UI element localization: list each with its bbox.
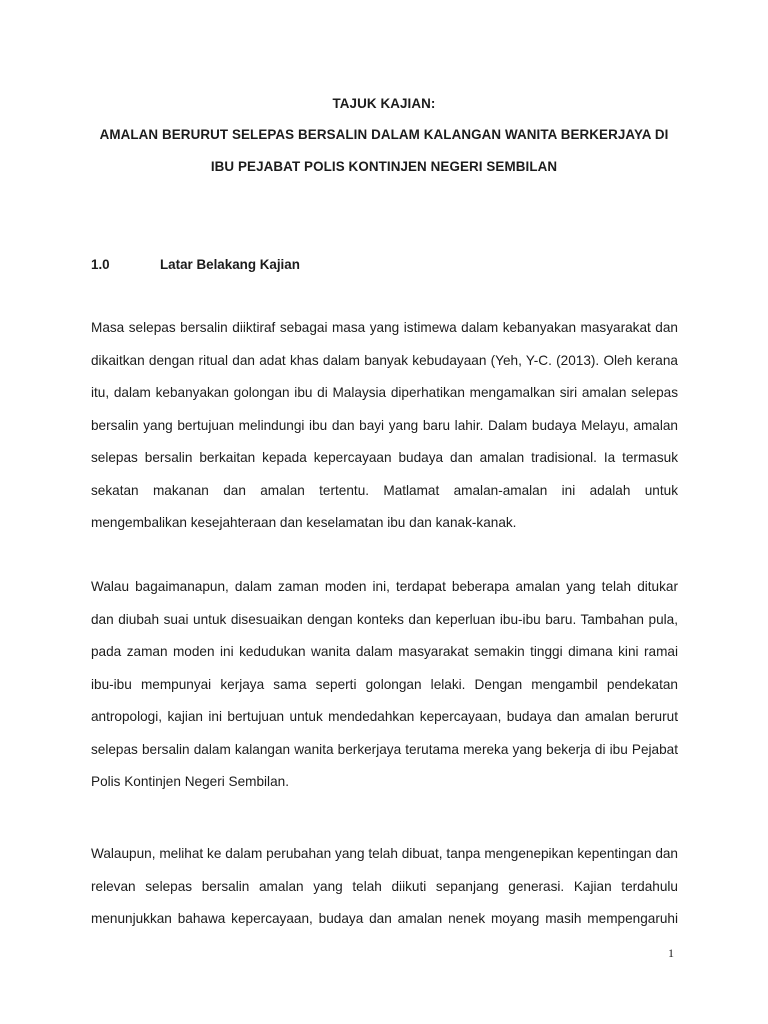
title-line-1: AMALAN BERURUT SELEPAS BERSALIN DALAM KALANGAN WANITA BERKERJAYA DI bbox=[99, 127, 669, 142]
section-title: Latar Belakang Kajian bbox=[160, 257, 300, 272]
page-number: 1 bbox=[668, 946, 674, 960]
paragraph-3: Walaupun, melihat ke dalam perubahan yang telah dibuat, tanpa mengenepikan kepentingan dan relevan selepas bersalin amalan yang telah diikuti sepanjang generasi. Kajian terdahulu menunjukkan bahawa kepercayaan, budaya dan amalan nenek moyang masih mempengaruhi bbox=[91, 846, 678, 926]
paragraph-2: Walau bagaimanapun, dalam zaman moden ini, terdapat beberapa amalan yang telah ditukar dan diubah suai untuk disesuaikan dengan konteks dan keperluan ibu-ibu baru. Tambahan pula, pada zaman moden ini kedudukan wanita dalam masyarakat semakin tinggi dimana kini ramai ibu-ibu mempunyai kerjaya sama seperti golongan lelaki. Dengan mengambil pendekatan antropologi, kajian ini bertujuan untuk mendedahkan kepercayaan, budaya dan amalan berurut selepas bersalin dalam kalangan wanita berkerjaya terutama mereka yang bekerja di ibu Pejabat Polis Kontinjen Negeri Sembilan. bbox=[91, 579, 678, 789]
section-heading bbox=[91, 257, 300, 272]
title-line-2: IBU PEJABAT POLIS KONTINJEN NEGERI SEMBILAN bbox=[210, 159, 558, 174]
paragraph-1: Masa selepas bersalin diiktiraf sebagai masa yang istimewa dalam kebanyakan masyarakat dan dikaitkan dengan ritual dan adat khas dalam banyak kebudayaan (Yeh, Y-C. (2013). Oleh kerana itu, dalam kebanyakan golongan ibu di Malaysia diperhatikan mengamalkan siri amalan selepas bersalin yang bertujuan melindungi ibu dan bayi yang baru lahir. Dalam budaya Melayu, amalan selepas bersalin berkaitan kepada kepercayaan budaya dan amalan tradisional. Ia termasuk sekatan makanan dan amalan tertentu. Matlamat amalan-amalan ini adalah untuk mengembalikan kesejahteraan dan keselamatan ibu dan kanak-kanak. bbox=[91, 320, 678, 530]
section-number: 1.0 bbox=[91, 257, 110, 272]
title-label: TAJUK KAJIAN: bbox=[332, 96, 436, 111]
